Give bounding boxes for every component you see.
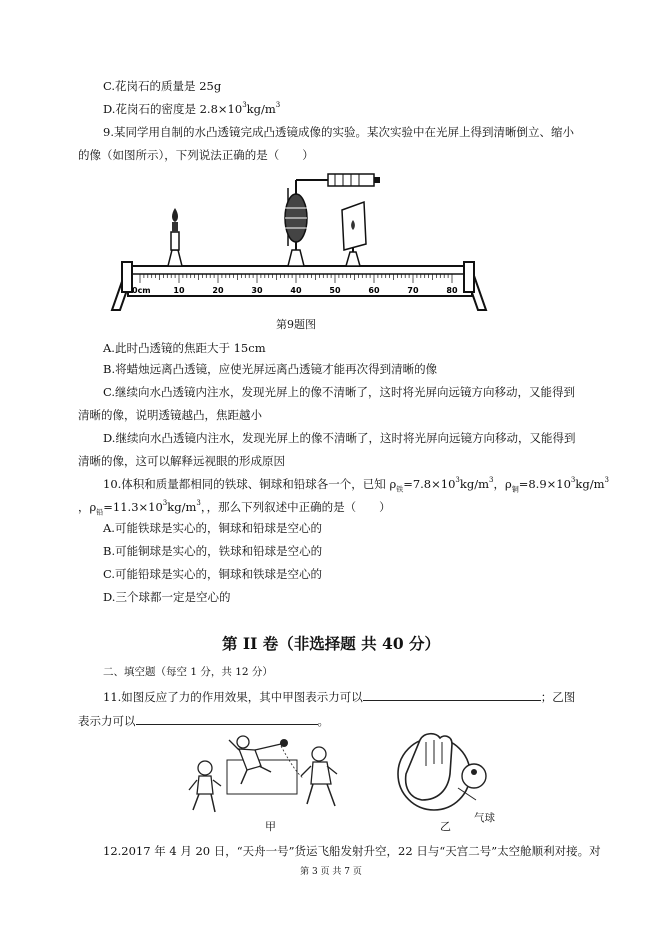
candle-assembly [168,208,182,266]
exponent: 3 [488,476,494,484]
q10-option-d: D.三个球都一定是空心的 [103,590,231,604]
q10-option-a: A.可能铁球是实心的，铜球和铅球是空心的 [103,521,322,535]
q11-text: ；乙图 [540,690,576,704]
q9-option-d-line2: 清晰的像，这可以解释远视眼的形成原因 [78,454,285,468]
value: =7.8×10 [403,477,456,491]
q9-stem-line1: 9.某同学用自制的水凸透镜完成凸透镜成像的实验。某次实验中在光屏上得到清晰倒立、缩小 [103,125,574,139]
goal-frame [227,760,297,794]
ruler-tick-label: 30 [251,286,263,295]
q8-option-c: C.花岗石的质量是 25g [103,79,222,93]
q10-option-b: B.可能铜球是实心的，铁球和铅球是空心的 [103,544,323,558]
water-lens-assembly [285,174,380,266]
subscript: 铜 [511,485,519,494]
exponent: 3 [196,499,201,507]
value: =11.3×10 [103,500,163,514]
ruler-tick-label: 20 [212,286,224,295]
unit: kg/m [246,102,276,116]
candle-flame [172,208,178,222]
q10-stem-end: ，，那么下列叙述中正确的是（ ） [200,500,391,514]
part-two-title: 第 II 卷（非选择题 共 40 分） [221,634,441,653]
q9-option-c-line2: 清晰的像，说明透镜越凸，焦距越小 [78,408,262,422]
q11-line1 [103,688,575,705]
separator: ，ρ [493,477,512,491]
exponent: 3 [604,476,609,484]
ruler-tick-label: 10 [173,286,185,295]
q10-stem-line1 [103,476,609,497]
ruler-tick-label: 60 [368,286,380,295]
label-balloon: 气球 [474,812,495,824]
q10-option-c: C.可能铅球是实心的，铜球和铁球是空心的 [103,567,323,581]
ball [280,739,288,747]
fill-blank-section-heading: 二、填空题（每空 1 分，共 12 分） [103,666,273,678]
ruler-tick-labels [132,286,458,295]
q8-option-d-text: D.花岗石的密度是 2.8×10 [103,102,243,116]
exponent: 3 [570,476,576,484]
q11-text: 表示力可以 [78,714,136,728]
unit: kg/m [575,477,605,491]
exponent: 3 [242,101,247,109]
optical-bench-figure [110,170,490,315]
label-jia: 甲 [265,820,276,833]
exponent: 3 [162,499,168,507]
answer-blank[interactable] [363,688,541,701]
subscript: 铅 [96,508,104,517]
balloon-squeeze-illustration [392,730,502,816]
q8-option-d [103,101,280,117]
exponent: 3 [275,101,281,109]
ruler-tick-label: 80 [446,286,458,295]
ruler-tick-label: 70 [407,286,419,295]
page-footer: 第 3 页 共 7 页 [300,867,362,877]
ruler-tick-label: 50 [329,286,341,295]
q9-option-c-line1: C.继续向水凸透镜内注水，发现光屏上的像不清晰了，这时将光屏向远镜方向移动，又能得到 [103,385,576,399]
q9-option-b: B.将蜡烛远离凸透镜，应使光屏远离凸透镜才能再次得到清晰的像 [103,362,438,376]
unit: kg/m [167,500,197,514]
football-kick-illustration [185,732,350,827]
q9-option-d-line1: D.继续向水凸透镜内注水，发现光屏上的像不清晰了，这时将光屏向远镜方向移动，又能得到 [103,431,576,445]
q10-stem-line2 [78,499,391,520]
q9-option-a: A.此时凸透镜的焦距大于 15cm [103,341,266,355]
subscript: 铁 [396,485,404,494]
separator: ，ρ [78,500,97,514]
light-screen-assembly [342,202,366,266]
ruler-tick-label: 40 [290,286,302,295]
value: =8.9×10 [518,477,571,491]
q11-text: 11.如图反应了力的作用效果，其中甲图表示力可以 [103,690,363,704]
q12-line1: 12.2017 年 4 月 20 日，“天舟一号”货运飞船发射升空，22 日与“天宫二号”太空舱顺利对接。对 [103,844,601,858]
q10-stem-text: 10.体积和质量都相同的铁球、铜球和铅球各一个，已知 ρ [103,477,397,491]
figure-caption: 第9题图 [276,318,316,331]
q11-text: 。 [317,714,329,728]
q11-line2 [78,712,329,729]
unit: kg/m [459,477,489,491]
q9-stem-line2: 的像（如图所示），下列说法正确的是（ ） [78,148,314,162]
bench-end-right [464,262,474,292]
bench-end-left [122,262,132,292]
ruler-tick-label: 0cm [132,286,151,295]
answer-blank[interactable] [136,712,318,725]
exponent: 3 [455,476,460,484]
label-yi: 乙 [440,820,451,833]
